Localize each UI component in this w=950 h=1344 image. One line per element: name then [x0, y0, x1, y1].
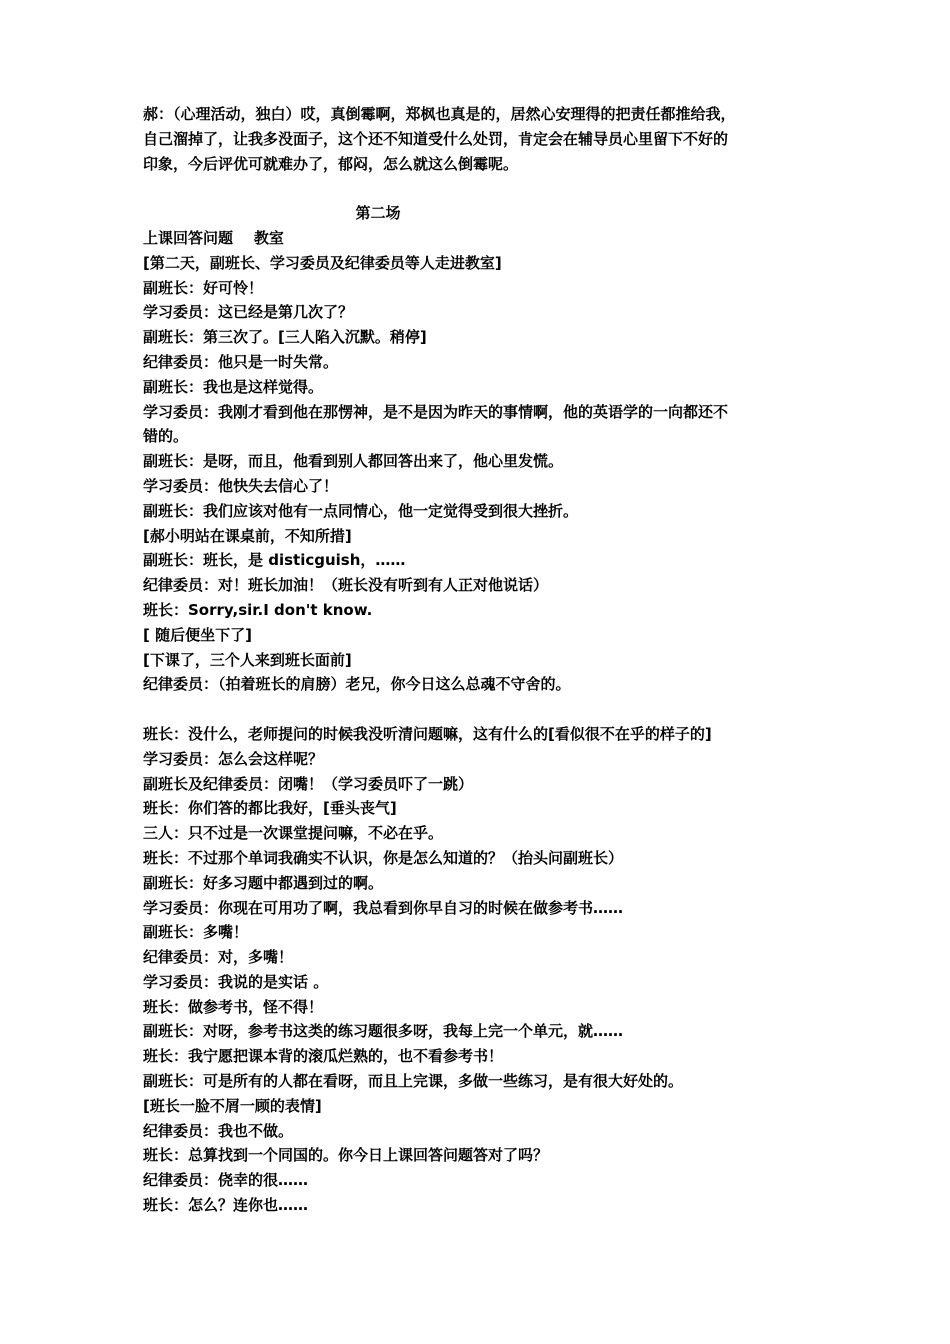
- dialogue-line: 班长：你们答的都比我好，[垂头丧气]: [143, 799, 397, 818]
- dialogue-line: 错的。: [143, 427, 189, 446]
- dialogue-line: 纪律委员：他只是一时失常。: [143, 352, 339, 371]
- dialogue-line: 学习委员：他快失去信心了！: [143, 476, 339, 495]
- dialogue-line: 学习委员：这已经是第几次了？: [143, 303, 354, 322]
- intro-line: 郝：（心理活动，独白）哎，真倒霉啊，郑枫也真是的，居然心安理得的把责任都推给我，: [143, 105, 736, 123]
- document-body: [143, 102, 823, 1218]
- dialogue-line: 副班长：好可怜！: [143, 278, 264, 297]
- dialogue-line: 副班长：我们应该对他有一点同情心，他一定觉得受到很大挫折。: [143, 501, 579, 520]
- dialogue-line: 学习委员：我说的是实话 。: [143, 972, 329, 991]
- dialogue-line: 副班长：第三次了。[三人陷入沉默。稍停]: [143, 328, 427, 347]
- scene-subtitle: 上课回答问题 教室: [143, 228, 284, 247]
- dialogue-line: 学习委员：怎么会这样呢？: [143, 749, 324, 768]
- dialogue-line: 班长：不过那个单词我确实不认识，你是怎么知道的？（抬头问副班长）: [143, 848, 624, 867]
- dialogue-line: 副班长：可是所有的人都在看呀，而且上完课，多做一些练习，是有很大好处的。: [143, 1072, 684, 1091]
- dialogue-line: 副班长：是呀，而且，他看到别人都回答出来了，他心里发慌。: [143, 452, 564, 471]
- dialogue-line: 纪律委员：侥幸的很……: [143, 1171, 309, 1190]
- dialogue-line: 班长：做参考书，怪不得！: [143, 997, 324, 1016]
- dialogue-line: 纪律委员：对！班长加油！（班长没有听到有人正对他说话）: [143, 576, 549, 595]
- dialogue-line: 班长：总算找到一个同国的。你今日上课回答问题答对了吗？: [143, 1146, 549, 1165]
- dialogue-line: 纪律委员：（拍着班长的肩膀）老兄，你今日这么总魂不守舍的。: [143, 675, 571, 694]
- blank-line: [143, 697, 823, 722]
- dialogue-line: 副班长：多嘴！: [143, 923, 249, 942]
- dialogue-line: 副班长及纪律委员：闭嘴！（学习委员吓了一跳）: [143, 774, 474, 793]
- dialogue-line: [第二天，副班长、学习委员及纪律委员等人走进教室]: [143, 253, 502, 272]
- stage-direction: [郝小明站在课桌前，不知所措]: [143, 526, 352, 545]
- intro-line: 自己溜掉了，让我多没面子，这个还不知道受什么处罚，肯定会在辅导员心里留下不好的: [143, 129, 729, 148]
- dialogue-line: 三人：只不过是一次课堂提问嘛，不必在乎。: [143, 824, 444, 843]
- dialogue-line: 班长：我宁愿把课本背的滚瓜烂熟的，也不看参考书！: [143, 1047, 504, 1066]
- dialogue-line: 副班长：好多习题中都遇到过的啊。: [143, 873, 384, 892]
- dialogue-line: 纪律委员：对，多嘴！: [143, 948, 294, 967]
- stage-direction: [班长一脸不屑一顾的表情]: [143, 1096, 322, 1115]
- intro-line: 印象，今后评优可就难办了，郁闷，怎么就这么倒霉呢。: [143, 154, 519, 173]
- stage-direction: [ 随后便坐下了]: [143, 625, 252, 644]
- dialogue-line: 班长：没什么，老师提问的时候我没听清问题嘛，这有什么的[看似很不在乎的样子的]: [143, 724, 712, 743]
- stage-direction: [下课了，三个人来到班长面前]: [143, 650, 352, 669]
- dialogue-line: 纪律委员：我也不做。: [143, 1121, 294, 1140]
- dialogue-line: 学习委员：我刚才看到他在那愣神，是不是因为昨天的事情啊，他的英语学的一向都还不: [143, 402, 729, 421]
- dialogue-line: 班长：Sorry,sir.I don't know.: [143, 600, 373, 619]
- scene-title: 第二场: [355, 204, 401, 223]
- dialogue-line: 班长：怎么？连你也……: [143, 1196, 309, 1215]
- dialogue-line: 副班长：班长，是 disticguish，……: [143, 551, 406, 570]
- dialogue-line: 学习委员：你现在可用功了啊，我总看到你早自习的时候在做参考书……: [143, 898, 624, 917]
- dialogue-line: 副班长：我也是这样觉得。: [143, 377, 324, 396]
- blank-line: [143, 176, 823, 201]
- dialogue-line: 副班长：对呀，参考书这类的练习题很多呀，我每上完一个单元，就……: [143, 1022, 624, 1041]
